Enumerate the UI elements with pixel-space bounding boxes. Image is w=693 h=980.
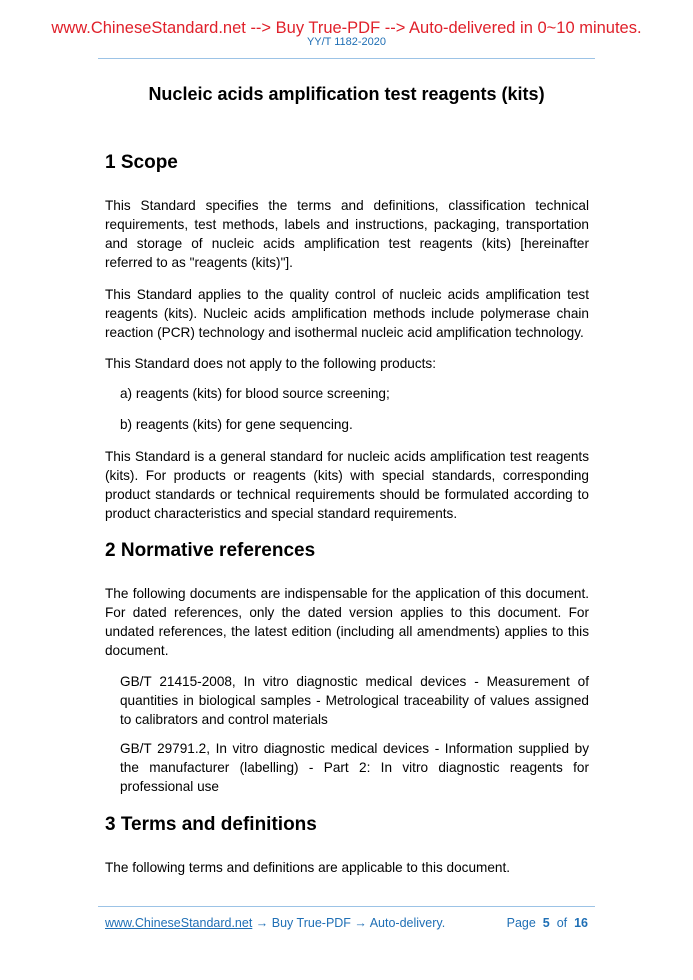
- promo-banner[interactable]: www.ChineseStandard.net --> Buy True-PDF --> Auto-delivered in 0~10 minutes.: [51, 19, 642, 37]
- of-label: of: [556, 916, 568, 930]
- document-number: YY/T 1182-2020: [306, 36, 387, 48]
- paragraph: This Standard is a general standard for nucleic acids amplification test reagents (kits). For products or reagents (kits) with special standards, corresponding product standards or technical requirements should be formulated according to product characteristics and special standard requirements.: [105, 449, 589, 521]
- paragraph: This Standard specifies the terms and definitions, classification technical requirements, test methods, labels and instructions, packaging, transportation and storage of nucleic acids amplification test reagents (kits) [hereinafter referred to as "reagents (kits)"].: [105, 198, 589, 270]
- list-item: a) reagents (kits) for blood source screening;: [120, 386, 390, 401]
- paragraph: This Standard applies to the quality control of nucleic acids amplification test reagents (kits). Nucleic acids amplification methods include polymerase chain reaction (PCR) technology and isothermal nucleic acid amplification technology.: [105, 287, 589, 340]
- paragraph: The following documents are indispensable for the application of this document. For dated references, only the dated version applies to this document. For undated references, the latest edition (including all amendments) applies to this document.: [105, 586, 589, 658]
- footer-divider: [98, 906, 595, 907]
- reference-item: GB/T 29791.2, In vitro diagnostic medical devices - Information supplied by the manufacturer (labelling) - Part 2: In vitro diagnostic reagents for professional use: [120, 741, 589, 794]
- footer-text: → Buy True-PDF → Auto-delivery.: [252, 916, 446, 930]
- page-number: 5: [542, 916, 550, 930]
- footer: [105, 916, 588, 930]
- page-total: 16: [574, 916, 588, 930]
- header-divider: [98, 58, 595, 59]
- footer-link[interactable]: www.ChineseStandard.net: [105, 916, 253, 930]
- list-item: b) reagents (kits) for gene sequencing.: [120, 417, 353, 432]
- page-indicator: [507, 916, 588, 930]
- paragraph: The following terms and definitions are applicable to this document.: [105, 860, 511, 875]
- section-heading-scope: 1 Scope: [105, 152, 178, 173]
- reference-item: GB/T 21415-2008, In vitro diagnostic medical devices - Measurement of quantities in biological samples - Metrological traceability of values assigned to calibrators and control materials: [120, 674, 589, 727]
- section-heading-normative-references: 2 Normative references: [105, 540, 316, 561]
- paragraph: This Standard does not apply to the following products:: [105, 356, 436, 371]
- document-title: Nucleic acids amplification test reagents (kits): [148, 84, 545, 104]
- page-label: Page: [506, 916, 536, 930]
- section-heading-terms-definitions: 3 Terms and definitions: [105, 814, 317, 835]
